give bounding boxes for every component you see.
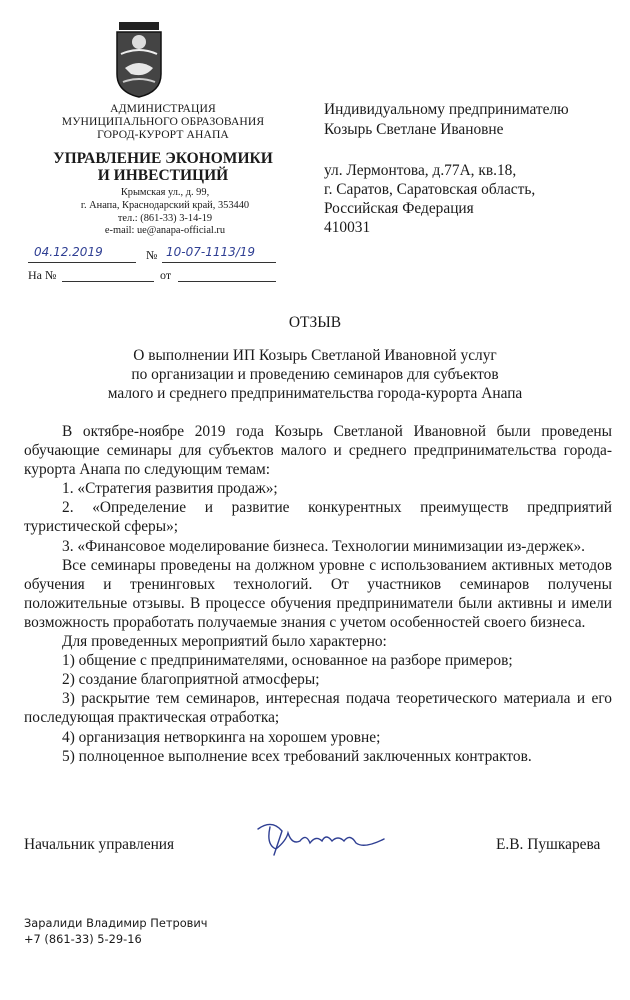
admin-line-1: АДМИНИСТРАЦИЯ: [110, 102, 216, 115]
feature-item: 5) полноценное выполнение всех требований заключенных контрактов.: [62, 747, 532, 765]
reference-rule: [62, 281, 154, 282]
signatory-name: Е.В. Пушкарева: [496, 836, 601, 853]
document-title: ОТЗЫВ: [288, 314, 342, 331]
recipient-address-1: ул. Лермонтова, д.77А, кв.18,: [324, 162, 517, 179]
feature-item: 3) раскрытие тем семинаров, интересная подача теоретического материала и его последующая практическая отработка;: [24, 690, 612, 727]
subtitle-line-3: малого и среднего предпринимательства города-курорта Анапа: [107, 385, 523, 402]
reference-from-label: от: [160, 268, 172, 282]
sender-address-line-1: Крымская ул., д. 99,: [120, 187, 210, 198]
contact-name: Заралиди Владимир Петрович: [24, 916, 208, 930]
sender-phone: тел.: (861-33) 3-14-19: [117, 213, 213, 224]
sender-email: e-mail: ue@anapa-official.ru: [104, 225, 226, 236]
registration-date-rule: [28, 262, 136, 263]
subtitle-line-1: О выполнении ИП Козырь Светланой Ивановной услуг: [133, 347, 497, 364]
contact-phone: +7 (861-33) 5-29-16: [24, 932, 142, 946]
sender-address-line-2: г. Анапа, Краснодарский край, 353440: [80, 200, 250, 211]
letter-body: [24, 422, 612, 766]
recipient-postcode: 410031: [324, 219, 371, 236]
signatory-position: Начальник управления: [24, 836, 175, 853]
topic-item: 3. «Финансовое моделирование бизнеса. Технологии минимизации из-держек».: [62, 537, 586, 555]
recipient-line-2: Козырь Светлане Ивановне: [324, 121, 504, 138]
recipient-address-2: г. Саратов, Саратовская область,: [324, 181, 536, 198]
recipient-line-1: Индивидуальному предпринимателю: [324, 101, 569, 118]
body-paragraph-2: Все семинары проведены на должном уровне с использованием активных методов обучения и тренинговых технологий. От участников семинаров получены положительные отзывы. В процессе обучения предприниматели были активны и имели возможность проработать получаемые знания с учетом особенностей своего бизнеса.: [24, 556, 612, 631]
topic-item: 2. «Определение и развитие конкурентных преимуществ предприятий туристической сферы»;: [24, 499, 612, 536]
reference-from-rule: [178, 281, 276, 282]
registration-date: 04.12.2019: [34, 245, 103, 259]
dept-line-1: УПРАВЛЕНИЕ ЭКОНОМИКИ: [53, 150, 273, 167]
feature-item: 2) создание благоприятной атмосферы;: [62, 671, 320, 689]
dept-line-2: И ИНВЕСТИЦИЙ: [97, 167, 229, 184]
topic-item: 1. «Стратегия развития продаж»;: [62, 480, 278, 498]
registration-number-rule: [162, 262, 276, 263]
feature-item: 1) общение с предпринимателями, основанное на разборе примеров;: [62, 652, 513, 670]
body-paragraph-1: В октябре-ноябре 2019 года Козырь Светланой Ивановной были проведены обучающие семинары для субъектов малого и среднего предпринимательства города-курорта Анапа по следующим темам:: [24, 423, 612, 479]
recipient-address-3: Российская Федерация: [324, 200, 474, 217]
city-emblem: [113, 22, 165, 98]
feature-item: 4) организация нетворкинга на хорошем уровне;: [62, 728, 381, 746]
reference-label: На №: [28, 268, 57, 282]
registration-number-label: №: [146, 248, 158, 262]
admin-line-2: МУНИЦИПАЛЬНОГО ОБРАЗОВАНИЯ: [61, 115, 265, 128]
body-paragraph-3: Для проведенных мероприятий было характерно:: [62, 633, 387, 651]
registration-number: 10-07-1113/19: [166, 245, 256, 259]
subtitle-line-2: по организации и проведению семинаров для субъектов: [131, 366, 499, 383]
admin-line-3: ГОРОД-КУРОРТ АНАПА: [97, 128, 229, 141]
handwritten-signature: [252, 815, 392, 863]
